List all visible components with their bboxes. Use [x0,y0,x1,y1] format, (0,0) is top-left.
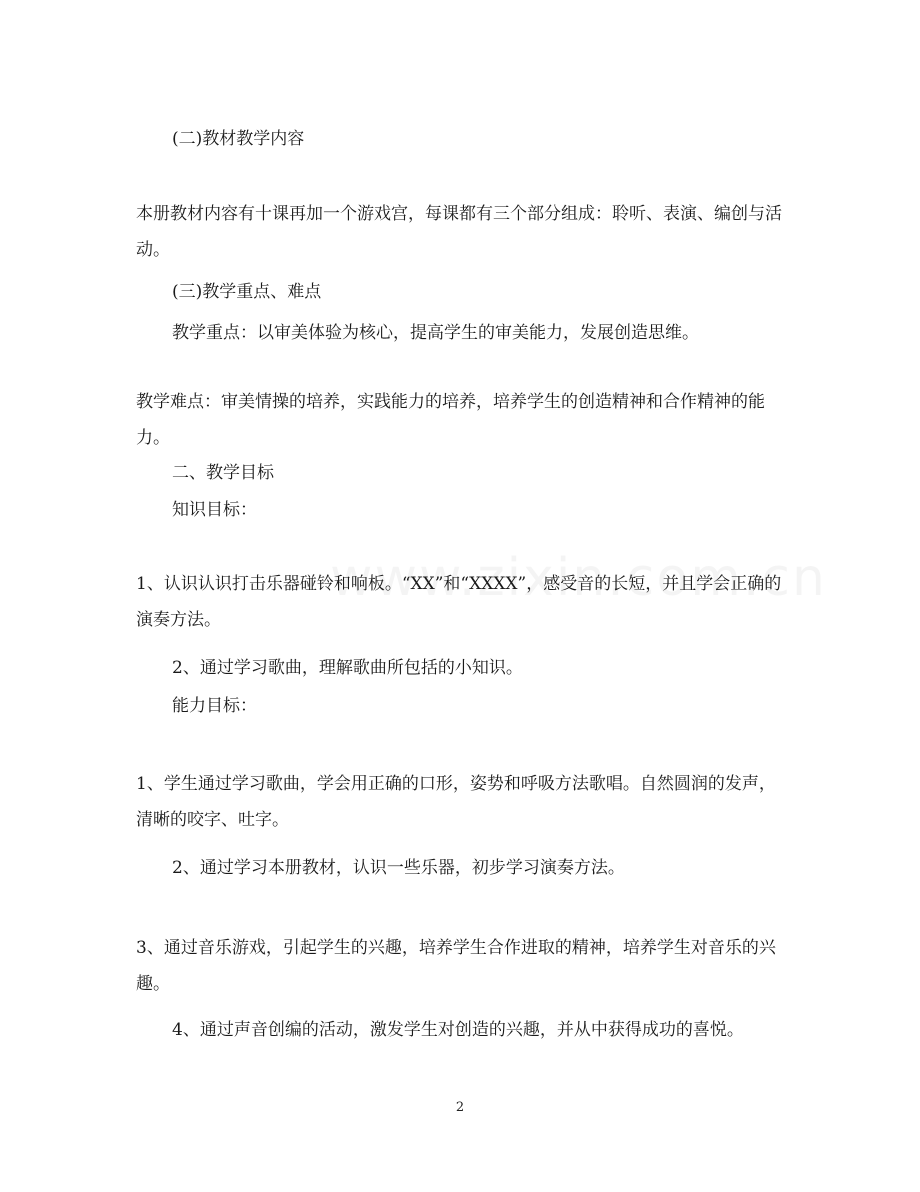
ability-objective-3: 3、通过音乐游戏，引起学生的兴趣，培养学生合作进取的精神，培养学生对音乐的兴趣。 [136,938,776,994]
ability-objective-4: 4、通过声音创编的活动，激发学生对创造的兴趣，并从中获得成功的喜悦。 [172,1020,744,1040]
ability-objective-2: 2、通过学习本册教材，认识一些乐器，初步学习演奏方法。 [172,858,625,878]
paragraph-difficult-point: 教学难点：审美情操的培养，实践能力的培养，培养学生的创造精神和合作精神的能力。 [136,392,765,448]
paragraph-key-point: 教学重点：以审美体验为核心，提高学生的审美能力，发展创造思维。 [172,323,699,343]
knowledge-objective-1: 1、认识认识打击乐器碰铃和响板。“XX”和“XXXX”，感受音的长短，并且学会正确的演奏方法。 [136,574,782,630]
ability-objective-1: 1、学生通过学习歌曲，学会用正确的口形，姿势和呼吸方法歌唱。自然圆润的发声，清晰的咬字、吐字。 [136,774,776,830]
subheading-knowledge-objectives: 知识目标： [172,500,257,520]
knowledge-objective-2: 2、通过学习歌曲，理解歌曲所包括的小知识。 [172,658,523,678]
paragraph-textbook-content: 本册教材内容有十课再加一个游戏宫，每课都有三个部分组成：聆听、表演、编创与活动。 [136,204,782,260]
section-heading-key-points: (三)教学重点、难点 [172,282,322,302]
page-number: 2 [455,1100,465,1115]
subheading-ability-objectives: 能力目标： [172,696,257,716]
section-heading-objectives: 二、教学目标 [172,463,274,483]
section-heading-textbook-content: (二)教材教学内容 [172,129,305,149]
